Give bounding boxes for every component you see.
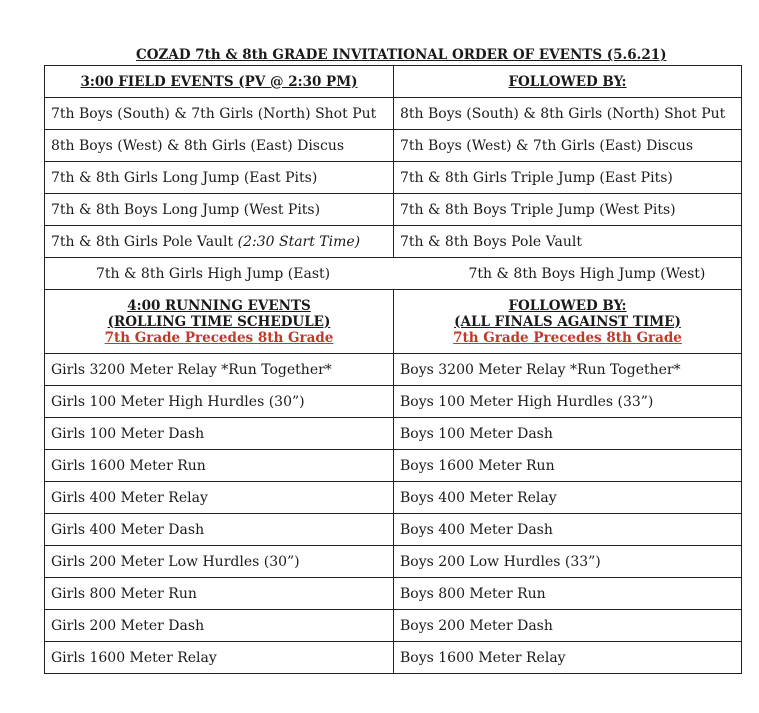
running-event-cell: Boys 100 Meter Dash — [394, 418, 742, 450]
field-events-header-row — [45, 66, 742, 98]
finals-note: (ALL FINALS AGAINST TIME) — [454, 313, 681, 330]
pole-vault-girls-label: 7th & 8th Girls Pole Vault — [51, 233, 238, 250]
table-row — [45, 610, 742, 642]
running-event-cell: Boys 1600 Meter Relay — [394, 642, 742, 674]
running-event-cell: Boys 200 Low Hurdles (33”) — [394, 546, 742, 578]
high-jump-boys-cell: 7th & 8th Boys High Jump (West) — [394, 258, 742, 290]
table-row — [45, 194, 742, 226]
running-event-cell: Girls 1600 Meter Relay — [45, 642, 394, 674]
running-event-cell: Boys 3200 Meter Relay *Run Together* — [394, 354, 742, 386]
running-events-header-row — [45, 290, 742, 354]
table-row — [45, 546, 742, 578]
table-row — [45, 418, 742, 450]
table-row — [45, 162, 742, 194]
running-event-cell: Boys 400 Meter Relay — [394, 482, 742, 514]
running-schedule-note: (ROLLING TIME SCHEDULE) — [107, 313, 331, 330]
running-event-cell: Girls 400 Meter Relay — [45, 482, 394, 514]
table-row — [45, 226, 742, 258]
field-event-cell — [45, 226, 394, 258]
table-row — [45, 642, 742, 674]
running-event-cell: Girls 800 Meter Run — [45, 578, 394, 610]
document-title: COZAD 7th & 8th GRADE INVITATIONAL ORDER OF EVENTS (5.6.21) — [136, 47, 667, 63]
running-event-cell: Girls 200 Meter Low Hurdles (30”) — [45, 546, 394, 578]
running-followed-by-header — [394, 290, 742, 354]
table-row — [45, 386, 742, 418]
running-event-cell: Girls 200 Meter Dash — [45, 610, 394, 642]
table-row — [45, 258, 742, 290]
field-event-cell: 7th & 8th Boys Triple Jump (West Pits) — [394, 194, 742, 226]
high-jump-girls-cell: 7th & 8th Girls High Jump (East) — [45, 258, 394, 290]
table-row — [45, 98, 742, 130]
field-events-header: 3:00 FIELD EVENTS (PV @ 2:30 PM) — [45, 66, 394, 98]
table-row — [45, 514, 742, 546]
running-event-cell: Girls 400 Meter Dash — [45, 514, 394, 546]
running-event-cell: Boys 800 Meter Run — [394, 578, 742, 610]
running-event-cell: Girls 3200 Meter Relay *Run Together* — [45, 354, 394, 386]
running-event-cell: Boys 100 Meter High Hurdles (33”) — [394, 386, 742, 418]
grade-order-note: 7th Grade Precedes 8th Grade — [104, 329, 334, 346]
running-events-header — [45, 290, 394, 354]
running-event-cell: Girls 100 Meter Dash — [45, 418, 394, 450]
running-events-title: 4:00 RUNNING EVENTS — [127, 297, 311, 314]
running-event-cell: Boys 1600 Meter Run — [394, 450, 742, 482]
running-event-cell: Boys 400 Meter Dash — [394, 514, 742, 546]
field-event-cell: 7th & 8th Girls Triple Jump (East Pits) — [394, 162, 742, 194]
table-row — [45, 450, 742, 482]
table-row — [45, 578, 742, 610]
events-table — [44, 65, 742, 674]
field-event-cell: 7th Boys (West) & 7th Girls (East) Discus — [394, 130, 742, 162]
table-row — [45, 130, 742, 162]
table-row — [45, 354, 742, 386]
running-followed-by-title: FOLLOWED BY: — [508, 297, 627, 314]
field-event-cell: 7th Boys (South) & 7th Girls (North) Shot Put — [45, 98, 394, 130]
field-followed-by-header: FOLLOWED BY: — [394, 66, 742, 98]
pole-vault-start-note: (2:30 Start Time) — [237, 233, 361, 250]
running-event-cell: Girls 100 Meter High Hurdles (30”) — [45, 386, 394, 418]
field-event-cell: 7th & 8th Boys Pole Vault — [394, 226, 742, 258]
field-event-cell: 7th & 8th Girls Long Jump (East Pits) — [45, 162, 394, 194]
running-event-cell: Boys 200 Meter Dash — [394, 610, 742, 642]
field-event-cell: 7th & 8th Boys Long Jump (West Pits) — [45, 194, 394, 226]
running-event-cell: Girls 1600 Meter Run — [45, 450, 394, 482]
field-event-cell: 8th Boys (South) & 8th Girls (North) Shot Put — [394, 98, 742, 130]
grade-order-note: 7th Grade Precedes 8th Grade — [453, 329, 682, 346]
field-event-cell: 8th Boys (West) & 8th Girls (East) Discus — [45, 130, 394, 162]
table-row — [45, 482, 742, 514]
